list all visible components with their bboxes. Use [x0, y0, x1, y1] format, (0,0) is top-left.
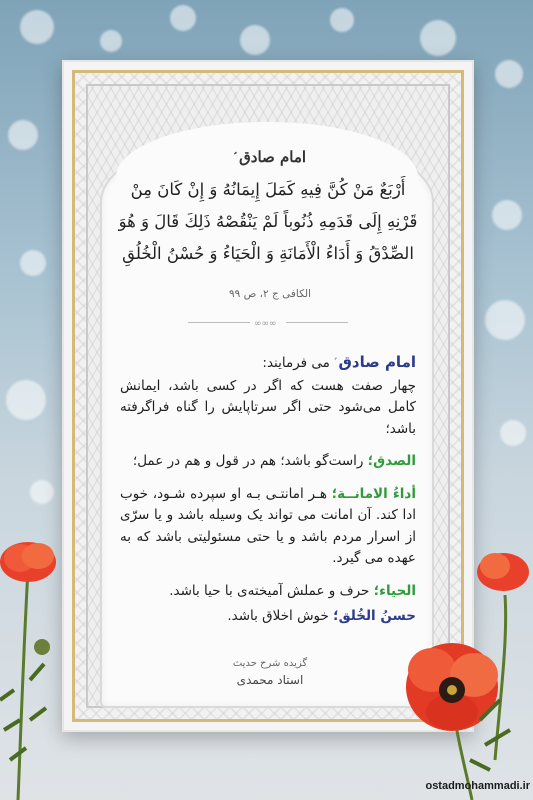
signature-subtitle: گزیده شرح حدیث [232, 658, 308, 669]
hadith-source: الکافی ج ۲، ص ۹۹ [228, 288, 312, 300]
item-term: أداءُ الامانــة؛ [331, 485, 416, 502]
list-item [120, 484, 416, 570]
item-text: خوش اخلاق باشد. [227, 608, 334, 624]
page-title [150, 148, 390, 166]
list-item [120, 581, 416, 603]
hadith-line-1: أَرْبَعٌ مَنْ كُنَّ فِيهِ كَمَلَ إِيمَانُهُ وَ إِنْ كَانَ مِنْ [130, 180, 406, 199]
website-url: ostadmohammadi.ir [425, 780, 530, 792]
intro-rest: می فرمایند: [262, 355, 335, 371]
list-item [120, 606, 416, 628]
hadith-line-3: الصِّدْقُ وَ أَدَاءُ الْأَمَانَةِ وَ الْحَيَاءُ وَ حُسْنُ الْخُلُقِ [122, 244, 414, 263]
title-text: امام صادق [239, 148, 307, 166]
item-term: الحیاء؛ [373, 582, 416, 599]
poppy-bud-icon [34, 639, 50, 655]
intro-text: چهار صفت هست که اگر در کسی باشد، ایمانش کامل می‌شود حتی اگر سرتاپایش را گناه فراگرفته باشد؛ [120, 377, 416, 437]
intro-name: امام صادق [338, 353, 416, 371]
hadith-line-2: قَرْنِهِ إِلَى قَدَمِهِ ذُنُوباً لَمْ يَنْقُصْهُ ذَلِكَ قَالَ وَ هُوَ [118, 212, 418, 231]
item-term: حسنُ الخُلق؛ [333, 608, 416, 624]
list-item [120, 451, 416, 473]
translation-body [120, 352, 416, 639]
signature-name: استاد محمدی [236, 673, 304, 687]
item-term: الصدق؛ [367, 453, 416, 469]
knot-ornament-icon: ∞∞∞ [254, 319, 277, 329]
signature [200, 658, 340, 687]
poppy-left-icon [0, 542, 56, 582]
ornament-divider [188, 319, 348, 327]
item-text: حرف و عملش آمیخته‌ی با حیا باشد. [169, 582, 374, 599]
item-text: هـر امانتـی بـه او سپرده شـود، خوب ادا کند. آن امانت می تواند یک وسیله باشد و یا سرّی از اسرار مردم باشد و یا حتی مسئولیتی باشد که به عهده می گیرد. [120, 485, 416, 566]
item-text: راست‌گو باشد؛ هم در قول و هم در عمل؛ [132, 453, 368, 469]
poppy-right-icon [477, 553, 529, 591]
hadith-arabic-text [112, 174, 424, 270]
